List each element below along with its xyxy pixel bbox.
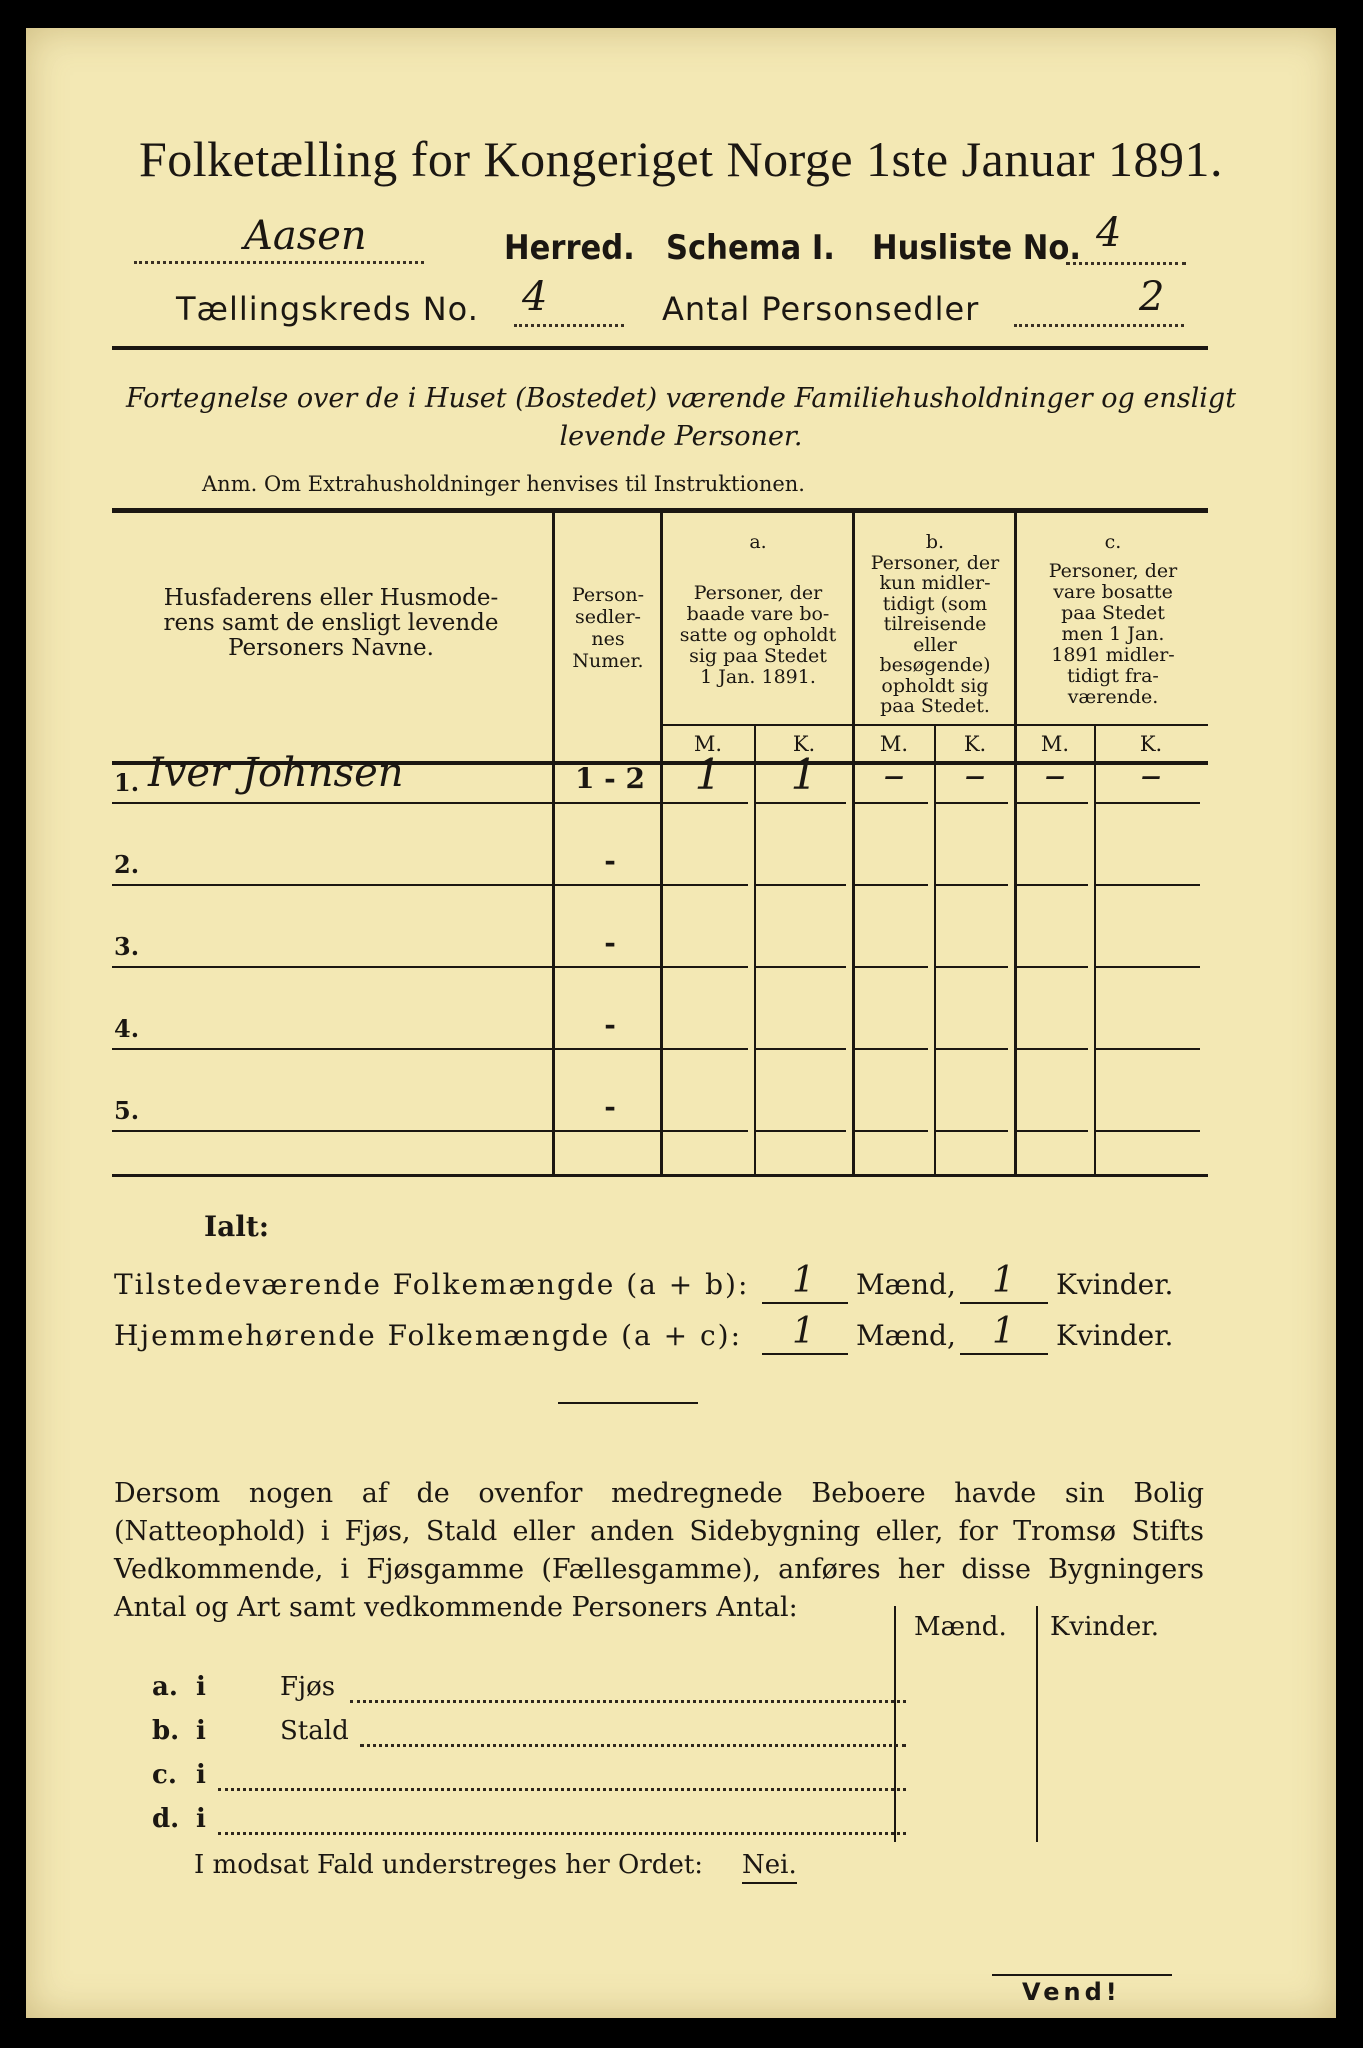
building-letter: a. [152,1672,178,1702]
buildings-vline-2 [1036,1606,1038,1842]
totals-line-1-kvinder-word: Kvinder. [1056,1268,1174,1301]
col-a-letter: a. [749,531,767,553]
col-c-l1: Personer, der [1048,560,1178,582]
herred-label: Herred. [504,228,635,268]
row-cell-rule [1016,966,1088,968]
row-cell-rule [1016,802,1088,804]
building-letter: c. [152,1760,177,1790]
row-name-rule [112,884,552,886]
intro-text [106,380,1256,456]
header-divider [112,346,1208,350]
col-a-l2: baade vare bo- [686,603,830,625]
nei-word: Nei. [742,1850,797,1884]
col-num-l4: Numer. [572,650,644,672]
col-a-l1: Personer, der [693,582,823,604]
ialt-label: Ialt: [204,1210,270,1243]
vend-rule [992,1974,1172,1976]
c-k-header: K. [1139,732,1163,756]
totals-line-2-kvinder-field [960,1311,1048,1355]
row-cell-rule [854,802,928,804]
husliste-label: Husliste No. [872,228,1082,268]
row-cell-ak: 1 [790,750,818,799]
col-name-l1: Husfaderens eller Husmode- [163,585,499,611]
row-name-rule [112,966,552,968]
husliste-value: 4 [1096,210,1122,256]
row-cell-rule [756,884,846,886]
sidebygning-paragraph: Dersom nogen af de ovenfor medregnede Beboere havde sin Bolig (Natteophold) i Fjøs, Stald eller anden Sidebygning eller, for Tromsø Stifts Vedkommende, i Fjøsgamme (Fællesgamme), anføres her disse Bygningers Antal og Art samt vedkommende Personers Antal: [114,1478,1204,1623]
buildings-maend-header: Mænd. [914,1612,1007,1642]
row-cell-rule [936,802,1008,804]
row-num: - [604,1008,616,1041]
row-cell-rule [662,966,748,968]
anm-note: Anm. Om Extrahusholdninger henvises til Instruktionen. [202,472,805,496]
col-a-l5: 1 Jan. 1891. [700,666,816,688]
row-cell-rule [756,1130,846,1132]
row-name-rule [112,1130,552,1132]
row-cell-rule [756,1048,846,1050]
row-cell-rule [1016,1048,1088,1050]
row-cell-ck: – [1140,750,1162,799]
building-label: Stald [280,1716,349,1746]
row-cell-rule [936,1048,1008,1050]
row-num-rule [555,1130,660,1132]
a-k-header: K. [792,732,816,756]
vline-a [852,513,855,1175]
row-cell-rule [662,802,748,804]
row-cell-rule [936,884,1008,886]
row-num: 1 - 2 [574,762,646,795]
col-c-header [1018,532,1208,708]
row-num-rule [555,884,660,886]
row-cell-rule [1096,1048,1200,1050]
col-num-l1: Person- [571,584,645,606]
vline-b [1014,513,1017,1175]
kreds-field [514,274,624,327]
col-c-l4: men 1 Jan. [1061,623,1165,645]
row-cell-rule [756,802,846,804]
b-m-header: M. [879,732,909,756]
antal-field [1014,274,1184,327]
mk-header-rule [662,724,1208,726]
row-number: 1. [114,768,140,797]
vline-name [552,513,555,1175]
totals-line-2-maend: 1 [792,1311,815,1352]
antal-label: Antal Personsedler [662,290,980,328]
row-num: - [604,1090,616,1123]
row-cell-rule [936,1130,1008,1132]
a-m-header: M. [693,732,723,756]
row-name: Iver Johnsen [148,750,404,796]
row-num: - [604,926,616,959]
col-c-l2: vare bosatte [1053,581,1173,603]
husliste-field [1066,210,1186,265]
row-number: 2. [114,850,140,879]
col-b-l8: paa Stedet. [880,695,990,717]
row-cell-am: 1 [694,750,722,799]
totals-line-1-kvinder: 1 [992,1260,1015,1301]
col-name-l2: rens samt de ensligt levende [163,610,499,636]
buildings-vline-1 [894,1606,896,1842]
row-cell-rule [854,966,928,968]
col-c-l3: paa Stedet [1061,602,1165,624]
totals-line-1-maend: 1 [792,1260,815,1301]
vline-num [660,513,663,1175]
row-num: - [604,844,616,877]
col-a-l4: sig paa Stedet [689,645,827,667]
col-b-letter: b. [925,531,945,553]
kreds-value: 4 [522,274,548,320]
row-cell-rule [854,1130,928,1132]
row-cell-rule [854,884,928,886]
totals-line-1-maend-field [762,1260,848,1304]
herred-value: Aasen [244,213,367,259]
row-cell-cm: – [1044,750,1066,799]
building-letter: d. [152,1804,180,1834]
vend-text: Vend! [1022,1978,1121,2006]
row-cell-rule [1096,802,1200,804]
kreds-label: Tællingskreds No. [176,290,479,328]
col-num-l2: sedler- [575,606,641,628]
col-b-l7: opholdt sig [881,674,989,697]
row-cell-rule [662,884,748,886]
row-cell-rule [662,1048,748,1050]
building-dotted-line [360,1736,906,1747]
building-dotted-line [350,1692,906,1703]
row-cell-rule [662,1130,748,1132]
col-b-l2: kun midler- [879,572,991,594]
antal-value: 2 [1139,274,1165,320]
building-prep: i [196,1804,206,1834]
building-dotted-line [218,1824,906,1835]
col-b-l6: besøgende) [879,654,991,676]
col-a-l3: satte og opholdt [679,624,837,646]
row-name-rule [112,1048,552,1050]
row-cell-rule [1016,884,1088,886]
building-prep: i [196,1716,206,1746]
col-num-header [556,584,660,672]
col-b-l3: tidigt (som [882,592,988,615]
row-cell-rule [854,1048,928,1050]
form-title: Folketælling for Kongeriget Norge 1ste Januar 1891. [138,131,1224,187]
row-number: 5. [114,1096,140,1125]
row-number: 4. [114,1014,140,1043]
building-letter: b. [152,1716,180,1746]
section-divider [558,1402,698,1404]
col-c-l5: 1891 midler- [1051,644,1175,666]
row-num-rule [555,802,660,804]
b-k-header: K. [963,732,987,756]
col-b-l4: tilreisende [883,613,987,635]
totals-line-1-maend-word: Mænd, [856,1268,956,1301]
row-cell-rule [756,966,846,968]
row-cell-rule [1016,1130,1088,1132]
row-cell-bk: – [964,750,986,799]
row-name-rule [112,802,552,804]
totals-line-2-kvinder-word: Kvinder. [1056,1319,1174,1352]
c-m-header: M. [1040,732,1070,756]
herred-field [134,213,424,264]
col-num-l3: nes [591,628,625,650]
row-cell-rule [936,966,1008,968]
intro-line-1: Fortegnelse over de i Huset (Bostedet) værende Familiehusholdninger og ensligt [125,383,1237,414]
row-num-rule [555,966,660,968]
totals-line-2-kvinder: 1 [992,1311,1015,1352]
totals-line-2-maend-word: Mænd, [856,1319,956,1352]
building-dotted-line [218,1780,906,1791]
totals-line-2-maend-field [762,1311,848,1355]
row-num-rule [555,1048,660,1050]
building-label: Fjøs [280,1672,336,1702]
totals-line-2-label: Hjemmehørende Folkemængde (a + c): [114,1319,742,1352]
col-c-letter: c. [1104,531,1122,553]
col-a-header [664,532,852,688]
col-c-l6: tidigt fra- [1067,665,1159,687]
row-cell-bm: – [883,750,905,799]
row-cell-rule [1096,884,1200,886]
col-name-l3: Personers Navne. [228,635,434,661]
totals-line-1-kvinder-field [960,1260,1048,1304]
col-b-l5: eller [913,633,957,656]
building-prep: i [196,1760,206,1790]
col-c-l7: værende. [1067,686,1159,708]
schema-label: Schema I. [666,228,835,268]
col-b-l1: Personer, der [870,551,1000,574]
col-b-header [856,532,1014,717]
buildings-kvinder-header: Kvinder. [1050,1612,1160,1642]
modsat-text: I modsat Fald understreges her Ordet: [194,1850,704,1880]
row-number: 3. [114,932,140,961]
census-form [26,28,1336,2018]
building-prep: i [196,1672,206,1702]
row-cell-rule [1096,1130,1200,1132]
col-name-header [116,586,546,661]
intro-line-2: levende Personer. [559,421,803,452]
totals-line-1-label: Tilstedeværende Folkemængde (a + b): [114,1268,750,1301]
row-cell-rule [1096,966,1200,968]
